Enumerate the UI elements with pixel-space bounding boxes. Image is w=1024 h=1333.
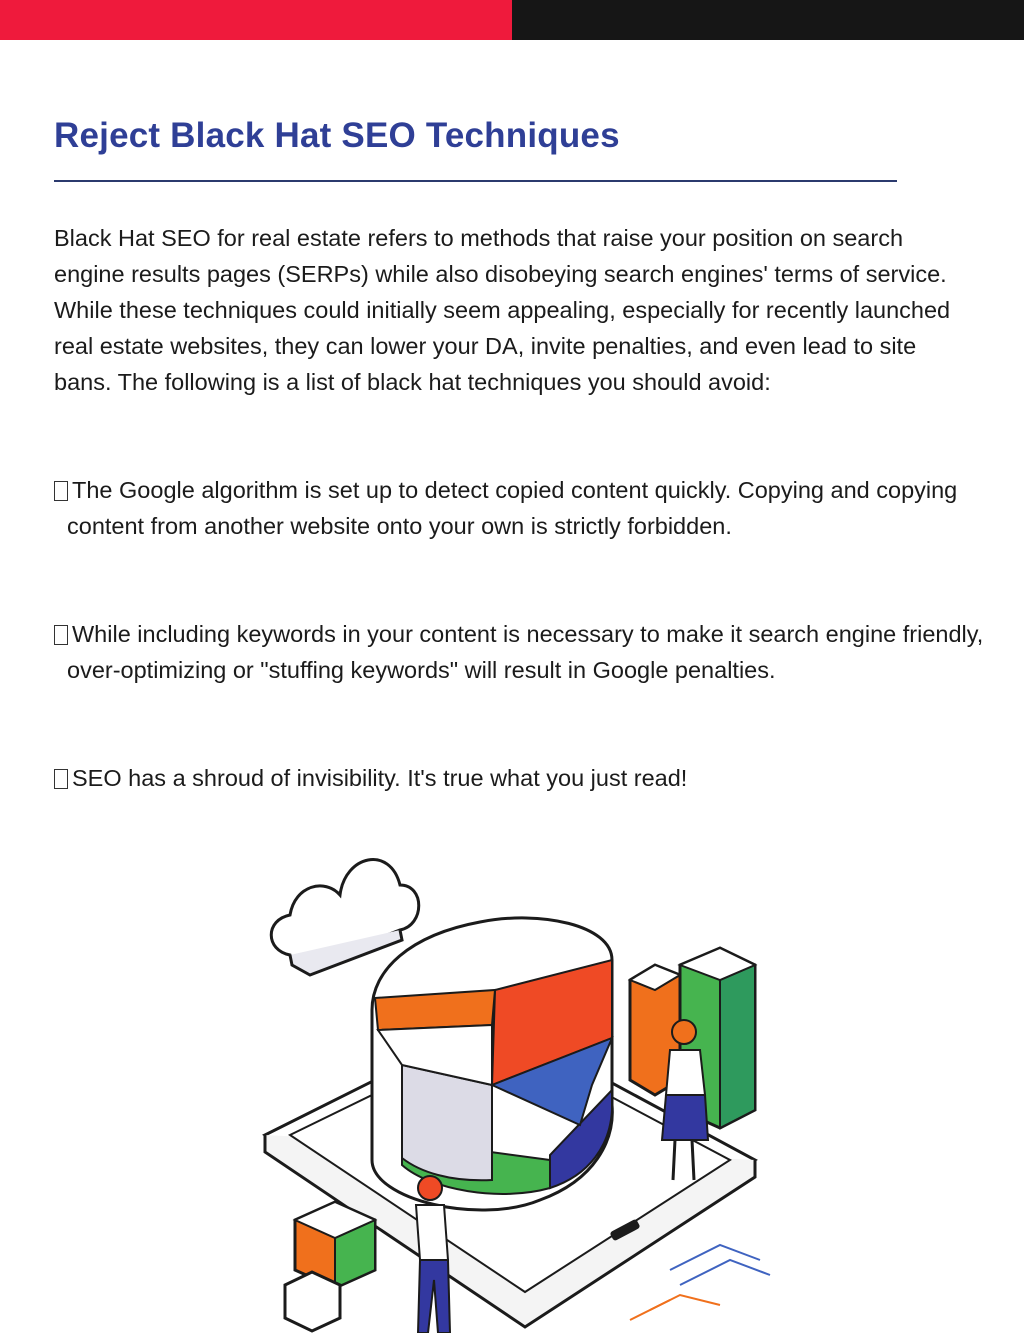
bullet-glyph-icon [54,769,68,789]
intro-paragraph: Black Hat SEO for real estate refers to methods that raise your position on search engine results pages (SERPs) while also disobeying search engines' terms of service. While these techniques could initially seem appealing, especially for recently launched real estate websites, they can lower your DA, invite penalties, and even lead to site bans. The following is a list of black hat techniques you should avoid: [54,225,951,395]
cubes-icon [285,1202,375,1331]
bullet-glyph-icon [54,481,68,501]
circuit-lines-icon [630,1245,770,1320]
top-bar-black-segment [512,0,1024,40]
pie-chart-cylinder-icon [372,918,612,1210]
bullet-glyph-icon [54,625,68,645]
list-item-text: The Google algorithm is set up to detect copied content quickly. Copying and copying content from another website onto your own is strictly forbidden. [67,477,958,539]
list-item [54,616,987,688]
list-item [54,760,987,796]
top-color-bar [0,0,1024,40]
seo-analytics-illustration-icon [250,840,790,1333]
list-item [54,472,987,544]
page-title: Reject Black Hat SEO Techniques [54,116,620,155]
title-divider [54,180,897,182]
top-bar-red-segment [0,0,512,40]
list-item-text: While including keywords in your content is necessary to make it search engine friendly, over-optimizing or "stuffing keywords" will result in Google penalties. [67,621,984,683]
list-item-text: SEO has a shroud of invisibility. It's true what you just read! [72,765,688,791]
